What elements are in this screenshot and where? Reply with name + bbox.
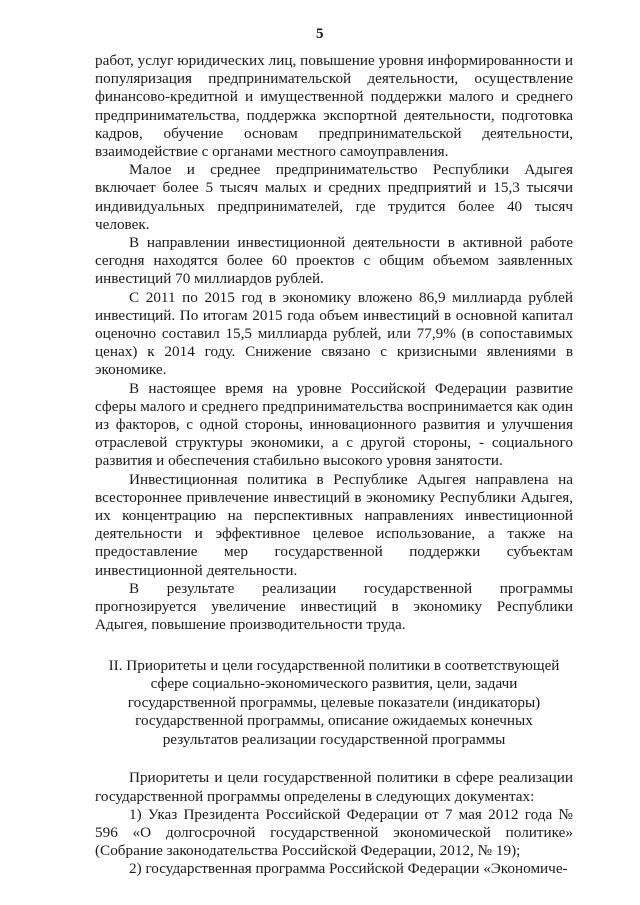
paragraph-investment-volume: С 2011 по 2015 год в экономику вложено 86,9 миллиарда рублей инвестиций. По итогам 2015 года объем инвестиций в основной капитал оценочно составил 15,5 миллиарда рублей, или 77,9% (в сопоставимых ценах) к 2014 году. Снижение связано с кризисными явлениями в экономике.: [95, 288, 573, 379]
page-number: 5: [316, 26, 324, 42]
paragraph-program-result: В результате реализации государственной программы прогнозируется увеличение инвестиций в экономику Республики Адыгея, повышение производительности труда.: [95, 579, 573, 634]
list-item-decree: 1) Указ Президента Российской Федерации от 7 мая 2012 года № 596 «О долгосрочной государственной экономической политике» (Собрание законодательства Российской Федерации, 2012, № 19);: [95, 805, 573, 860]
list-item-federal-program: 2) государственная программа Российской Федерации «Экономиче-: [129, 860, 568, 878]
paragraph-small-business: Малое и среднее предпринимательство Республики Адыгея включает более 5 тысяч малых и средних предприятий и 15,3 тысячи индивидуальных предпринимателей, где трудится более 40 тысяч человек.: [95, 161, 573, 233]
paragraph-investment-policy: Инвестиционная политика в Республике Адыгея направлена на всестороннее привлечение инвестиций в экономику Республики Адыгея, их концентрацию на перспективных направлениях инвестиционной деятельности и эффективное целевое использование, а также на предоставление мер государственной поддержки субъектам инвестиционной деятельности.: [95, 470, 573, 579]
paragraph-priorities-intro: Приоритеты и цели государственной политики в сфере реализации государственной программы определены в следующих документах:: [95, 769, 573, 805]
paragraph-federal-level: В настоящее время на уровне Российской Федерации развитие сферы малого и среднего предпринимательства воспринимается как один из факторов, с одной стороны, инновационного развития и улучшения отраслевой структуры экономики, а с другой стороны, - социального развития и обеспечения стабильно высокого уровня занятости.: [95, 379, 573, 470]
paragraph-continuation: работ, услуг юридических лиц, повышение уровня информированности и популяризация предпринимательской деятельности, осуществление финансово-кредитной и имущественной поддержки малого и среднего предпринимательства, поддержка экспортной деятельности, подготовка кадров, обучение основам предпринимательской деятельности, взаимодействие с органами местного самоуправления.: [95, 52, 573, 161]
paragraph-investment-projects: В направлении инвестиционной деятельности в активной работе сегодня находятся более 60 проектов с общим объемом заявленных инвестиций 70 миллиардов рублей.: [95, 234, 573, 288]
section-heading: II. Приоритеты и цели государственной политики в соответствующей сфере социально-экономического развития, цели, задачи государственной программы, целевые показатели (индикаторы) государственной программы, описание ожидаемых конечных результатов реализации государственной программы: [108, 656, 560, 748]
document-body: [95, 52, 573, 879]
